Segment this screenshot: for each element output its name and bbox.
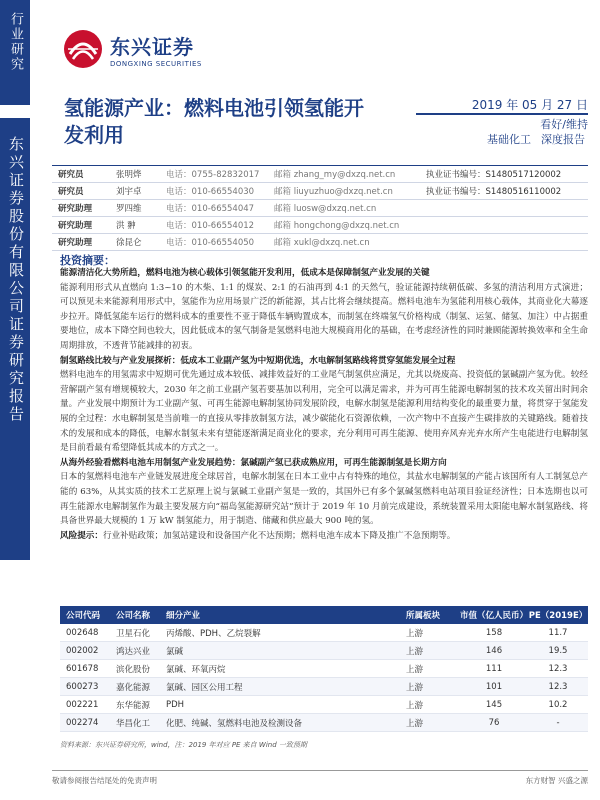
cell-mktcap: 76 <box>488 717 500 728</box>
summary-body <box>60 266 588 543</box>
cell-segment: 丙烯酸、PDH、乙烷裂解 <box>166 628 261 639</box>
sidebar-company-band <box>0 118 30 560</box>
analyst-name: 罗四维 <box>116 204 142 214</box>
cell-segment: 化肥、纯碱、氢燃料电池及检测设备 <box>166 718 303 729</box>
cell-code: 601678 <box>66 663 99 674</box>
analyst-phone: 电话：010-66554047 <box>166 204 255 214</box>
col-name: 公司名称 <box>116 611 151 621</box>
summary-point-3-heading: 从海外经验看燃料电池车用制氢产业发展趋势：氯碱副产氢已获成熟应用，可再生能源制氢是长期方向 <box>60 457 447 468</box>
summary-point-2-heading: 制氢路线比较与产业发展探析：低成本工业副产氢为中短期优选，水电解制氢路线将贯穿氢能发展全过程 <box>60 355 456 366</box>
cell-code: 002221 <box>66 699 99 710</box>
analyst-table <box>52 165 588 251</box>
company-table <box>60 606 588 732</box>
summary-heading: 投资摘要： <box>60 254 115 267</box>
cell-name: 嘉化能源 <box>116 682 151 693</box>
cell-mktcap: 111 <box>485 663 503 674</box>
col-mktcap: 市值（亿人民币） <box>460 611 529 621</box>
report-title: 氢能源产业：燃料电池引领氢能开发利用 <box>64 96 364 147</box>
report-rating: 看好/维持 <box>540 118 588 131</box>
analyst-email[interactable]: 邮箱 xukl@dxzq.net.cn <box>274 238 370 248</box>
cell-mktcap: 146 <box>485 645 503 656</box>
cell-name: 鸿达兴业 <box>116 646 151 657</box>
cell-pe: - <box>556 717 560 728</box>
analyst-name: 徐昆仑 <box>116 238 142 248</box>
cell-segment: 氯碱、环氧丙烷 <box>166 664 226 675</box>
cell-pe: 19.5 <box>548 645 568 656</box>
cell-pe: 12.3 <box>548 681 568 692</box>
summary-point-2: 燃料电池车的用氢需求中短期可优先通过成本较低、减排效益好的工业尾气制氢供应满足，尤其以烧废高、投资低的氯碱副产氢为优。较经营解副产氢有增规模较大，2030 年之前工业副产氢若要基加以利用，完全可以满足需求，并为可再生能源电解制氢的技术攻关留出时间余量。产业发展中期预计为工业副产氢、可再生能源电解制氢协同发展阶段，电解水制氢是能源利用结构变化的最重要力量，将贯穿于氢能发展的全过程：水电解制氢是当前唯一的直接从零排放制氢方法，减少碳能化石资源依赖，一次产物中不直接产生碳排放的关键路线。随着技术的发展和成本的降低，电解水制氢未来有望能逐渐满足商业化的要求，充分利用可再生能源、使用弃风弃光弃水所产生电能进行电解制氢是目前看最有希望降低其成本的方式之一。 <box>60 370 588 454</box>
cell-sector: 上游 <box>406 664 424 675</box>
analyst-phone: 电话：010-66554012 <box>166 221 255 231</box>
cell-segment: PDH <box>166 699 185 710</box>
analyst-email[interactable]: 邮箱 zhang_my@dxzq.net.cn <box>274 170 396 180</box>
tag-industry: 基础化工 <box>487 133 531 146</box>
analyst-name: 刘宇卓 <box>116 187 142 197</box>
analyst-phone: 电话：0755-82832017 <box>166 170 260 180</box>
table-row <box>60 642 588 660</box>
table-row <box>60 678 588 696</box>
analyst-name: 洪 翀 <box>116 221 136 231</box>
summary-point-1-heading: 能源清洁化大势所趋，燃料电池为核心载体引领氢能开发利用，低成本是保障制氢产业发展的关键 <box>60 268 430 278</box>
sidebar-company: 东兴证券股份有限公司证券研究报告 <box>7 136 25 424</box>
analyst-row <box>52 234 588 251</box>
cell-pe: 12.3 <box>548 663 568 674</box>
analyst-role: 研究员 <box>58 170 84 180</box>
analyst-row <box>52 183 588 200</box>
analyst-email[interactable]: 邮箱 liuyuzhuo@dxzq.net.cn <box>274 187 393 197</box>
analyst-row <box>52 200 588 217</box>
report-date: 2019 年 05 月 27 日 <box>471 98 588 112</box>
company-logo <box>62 28 202 70</box>
table-body <box>60 624 588 732</box>
cell-segment: 氯碱、园区公用工程 <box>166 682 243 693</box>
report-tags <box>470 130 588 148</box>
analyst-phone: 电话：010-66554030 <box>166 187 255 197</box>
table-row <box>60 660 588 678</box>
analyst-email[interactable]: 邮箱 luosw@dxzq.net.cn <box>274 204 377 214</box>
cell-name: 华昌化工 <box>116 718 151 729</box>
tag-type: 深度报告 <box>541 133 585 146</box>
cell-name: 东华能源 <box>116 700 151 711</box>
cell-mktcap: 145 <box>485 699 503 710</box>
cell-pe: 11.7 <box>548 627 568 638</box>
table-row <box>60 624 588 642</box>
footer-slogan: 东方财智 兴盛之源 <box>525 776 588 785</box>
col-segment: 细分产业 <box>166 611 201 621</box>
analyst-row <box>52 166 588 183</box>
cell-code: 002002 <box>66 645 99 656</box>
col-pe: PE（2019E） <box>528 611 588 621</box>
cell-sector: 上游 <box>406 682 424 693</box>
divider <box>416 113 588 115</box>
risk-heading: 风险提示： <box>60 530 103 541</box>
analyst-row <box>52 217 588 234</box>
cell-sector: 上游 <box>406 718 424 729</box>
table-header <box>60 606 588 624</box>
analyst-role: 研究员 <box>58 187 84 197</box>
cell-sector: 上游 <box>406 628 424 639</box>
cell-sector: 上游 <box>406 700 424 711</box>
disclaimer-note: 敬请参阅报告结尾处的免责声明 <box>52 776 157 785</box>
analyst-email[interactable]: 邮箱 hongchong@dxzq.net.cn <box>274 221 400 231</box>
sidebar-category-band <box>0 0 30 105</box>
logo-cn: 东兴证券 <box>110 34 194 59</box>
summary-point-1: 能源利用形式从直燃向 1:3~10 的木柴、1:1 的煤炭、2:1 的石油再到 4:1 的天然气，验证能源持续朝低碳、多氢的清洁利用方式演进；可以预见未来能源利用形式中，氢能作为应用场景广泛的新能源，其占比将会继续提高。燃料电池车为氢能利用核心载体，其商业化大幕逐步拉开。降低氢能车运行的燃料成本的重要性不亚于降低车辆购置成本，而制氢在终端氢气价格构成（制氢、运氢、储氢、加注）中占据重要地位，成本下降空间也较大，因此低成本的氢气制备是氢燃料电池大规模商用化的基础，在考虑经济性的同时兼顾能源转换效率和全生命周期排放，不透背节能减排的初衷。 <box>60 282 588 351</box>
cell-sector: 上游 <box>406 646 424 657</box>
analyst-role: 研究助理 <box>58 221 93 231</box>
cell-name: 卫星石化 <box>116 628 151 639</box>
cell-mktcap: 101 <box>485 681 503 692</box>
cell-code: 002648 <box>66 627 99 638</box>
page-footer <box>52 770 588 786</box>
analyst-cert: 执业证书编号：S1480517120002 <box>426 170 562 180</box>
table-row <box>60 696 588 714</box>
analyst-phone: 电话：010-66554050 <box>166 238 255 248</box>
cell-pe: 10.2 <box>548 699 568 710</box>
sidebar-category: 行业研究 <box>8 12 23 72</box>
col-sector: 所属板块 <box>406 611 441 621</box>
table-row <box>60 714 588 732</box>
table-source: 资料来源：东兴证券研究所，wind，注：2019 年对应 PE 来自 Wind 一致预期 <box>60 741 307 749</box>
analyst-name: 张明烨 <box>116 170 142 180</box>
risk-text: 行业补贴政策；加氢站建设和设备国产化不达预期；燃料电池车成本下降及推广不急预期等。 <box>102 530 456 541</box>
summary-point-3: 日本的氢燃料电池车产业链发展进度全球居首，电解水制氢在日本工业中占有特殊的地位，其盐水电解制氢的产能占该国所有人工制氢总产能的 63%，从其实质的技术工艺原理上说与氯碱工业副产氢是一致的，其国外已有多个氯碱氢燃料电站项目验证经济性；日本选期也以可再生能源水电解制氢作为最主要发展方向“福岛氢能源研究站”预计于 2019 年 10 月前完成建设，系统装置采用太阳能电解水制氢路线、将具备世界最大规模的 1 万 kW 制氢能力，用于制造、储藏和供应最大 900 吨的氢。 <box>60 472 588 527</box>
analyst-role: 研究助理 <box>58 238 93 248</box>
cell-segment: 氯碱 <box>166 646 184 657</box>
analyst-role: 研究助理 <box>58 204 93 214</box>
cell-mktcap: 158 <box>485 627 503 638</box>
logo-en: DONGXING SECURITIES <box>110 59 202 68</box>
cell-code: 600273 <box>66 681 99 692</box>
cell-name: 滨化股份 <box>116 664 151 675</box>
analyst-cert: 执业证书编号：S1480516110002 <box>426 187 562 197</box>
logo-emblem-icon <box>62 28 104 70</box>
col-code: 公司代码 <box>66 611 101 621</box>
cell-code: 002274 <box>66 717 99 728</box>
